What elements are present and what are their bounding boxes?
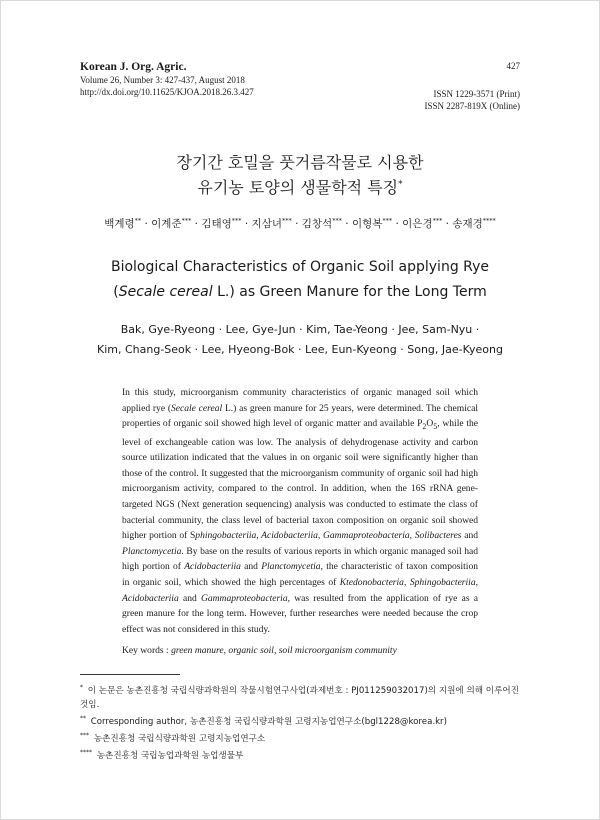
footnote-mark: *** — [80, 731, 89, 739]
author-separator: · — [141, 218, 152, 230]
footnote-mark: * — [80, 684, 83, 691]
abstract-italic: Secale cereal — [171, 402, 223, 414]
author-name: 송재경 — [452, 218, 483, 230]
abstract-text: L.) as green manure for 25 years, were determined. The chemical properties of organic soil showed high level of organic matter and available P — [122, 402, 478, 430]
author-name: 이형복 — [351, 218, 383, 230]
footnote-text: 농촌진흥청 국립농업과학원 농업생물부 — [94, 750, 244, 761]
keywords-label: Key words : — [122, 645, 172, 657]
author-name: 지삼녀 — [251, 218, 282, 230]
author-name: 백계령 — [104, 218, 135, 230]
footnote-text: 농촌진흥청 국립식량과학원 고령지농업연구소 — [91, 733, 266, 744]
journal-name: Korean J. Org. Agric. — [80, 61, 187, 73]
abstract-italic: Acidobacteriia — [184, 561, 241, 573]
english-authors-line1: Bak, Gye-Ryeong · Lee, Gye-Jun · Kim, Tae-Yeong · Jee, Sam-Nyu · — [120, 323, 480, 336]
abstract-text: O — [426, 418, 434, 430]
author-mark: *** — [432, 216, 443, 225]
english-title-species: Secale cereal — [118, 284, 213, 300]
korean-title-line2: 유기농 토양의 생물학적 특징 — [197, 178, 399, 197]
abstract-italic: Planctomycetia — [122, 545, 182, 557]
doi-link[interactable]: http://dx.doi.org/10.11625/KJOA.2018.26.3.427 — [80, 87, 254, 97]
abstract-subscript: 2 — [422, 422, 427, 432]
volume-line: Volume 26, Number 3: 427-437, August 2018 — [80, 75, 245, 85]
abstract-italic: Gammaproteobacteria — [200, 592, 288, 604]
author-mark: *** — [181, 216, 192, 225]
abstract-text: and — [240, 561, 262, 573]
author-separator: · — [291, 218, 302, 230]
issn-online: ISSN 2287-819X (Online) — [424, 101, 520, 111]
abstract-text: and — [461, 530, 479, 542]
english-title-line1: Biological Characteristics of Organic Soil applying Rye — [110, 259, 490, 275]
author-name: 김태영 — [201, 218, 232, 230]
author-separator: · — [442, 218, 453, 230]
korean-title — [0, 150, 600, 200]
abstract-text: In this study, microorganism community characteristics of organic managed soil which applied rye ( — [122, 387, 478, 414]
abstract-text: , was resulted from the application of rye as a green manure for the long term. However, further researches were needed because the crop effect was not considered in this study. — [122, 592, 479, 635]
abstract-italic: phingobacteriia, Acidobacteriia, Gammaproteobacteria, Solibacteres — [195, 530, 462, 542]
footnote-corresponding — [80, 712, 520, 729]
korean-author-list — [0, 216, 600, 231]
footnote-affiliation-2 — [80, 746, 520, 763]
abstract-subscript: 5 — [433, 422, 438, 432]
author-mark: *** — [281, 216, 292, 225]
abstract-body — [122, 385, 478, 637]
footnote-funding — [80, 681, 520, 712]
title-footnote-mark: * — [398, 179, 403, 190]
author-mark: *** — [231, 216, 242, 225]
page-number: 427 — [506, 61, 520, 71]
abstract-text: , the characteristic of taxon composition in organic soil, which showed the high percentages of — [122, 561, 479, 589]
footnote-mark: **** — [80, 748, 92, 756]
footnote-affiliation-1 — [80, 729, 520, 746]
author-separator: · — [241, 218, 252, 230]
author-name: 이계준 — [151, 218, 182, 230]
english-title-paren: ( — [113, 284, 119, 300]
abstract-italic: Planctomycetia — [261, 561, 321, 573]
keywords-text: green manure, organic soil, soil microorganism community — [171, 645, 397, 657]
abstract-text: , while the level of exchangeable cation was low. The analysis of dehydrogenase activity and carbon source utilization indicated that the values in on organic soil were significantly higher than those of the control. It suggested that the microorganism community of organic soil had high microorganism activity, compared to the control. In addition, when the 16S rRNA gene-targeted NGS (Next generation sequencing) analysis was conducted to estimate the class of bacterial community, the class level of bacterial taxon composition on organic soil showed higher portion of S — [122, 418, 478, 542]
korean-title-line1: 장기간 호밀을 풋거름작물로 시용한 — [176, 153, 424, 172]
footnote-text: Corresponding author, 농촌진흥청 국립식량과학원 고령지농업연구소(bgl1228@korea.kr) — [88, 716, 447, 727]
english-author-list — [0, 320, 600, 360]
footnotes — [80, 681, 520, 762]
footnote-text: 이 논문은 농촌진흥청 국립식량과학원의 작물시험연구사업(과제번호 : PJ011259032017)의 지원에 의해 이루어진 것임. — [80, 685, 520, 710]
abstract-text: and — [178, 592, 201, 604]
english-title — [0, 255, 600, 305]
abstract-italic: Ktedonobacteria, Sphingobacteriia, Acidobacteriia — [122, 577, 478, 604]
issn-print: ISSN 1229-3571 (Print) — [433, 89, 520, 99]
footnote-divider — [80, 674, 180, 675]
author-mark: ** — [134, 216, 142, 225]
author-mark: *** — [332, 216, 342, 225]
english-authors-line2: Kim, Chang-Seok · Lee, Hyeong-Bok · Lee, Eun-Kyeong · Song, Jae-Kyeong — [97, 343, 503, 356]
footnote-mark: ** — [80, 714, 86, 722]
author-name: 김창석 — [301, 218, 333, 230]
author-separator: · — [341, 218, 352, 230]
abstract-text: . By base on the results of various reports in which organic managed soil had high portion of — [122, 545, 478, 573]
keywords — [122, 643, 478, 659]
author-separator: · — [191, 218, 202, 230]
journal-header — [80, 60, 254, 98]
abstract — [122, 385, 478, 659]
author-mark: **** — [482, 216, 496, 225]
author-name: 이은경 — [402, 218, 433, 230]
author-separator: · — [392, 218, 403, 230]
english-title-line2: L.) as Green Manure for the Long Term — [212, 284, 487, 300]
author-mark: *** — [382, 216, 393, 225]
issn-block — [425, 60, 521, 112]
